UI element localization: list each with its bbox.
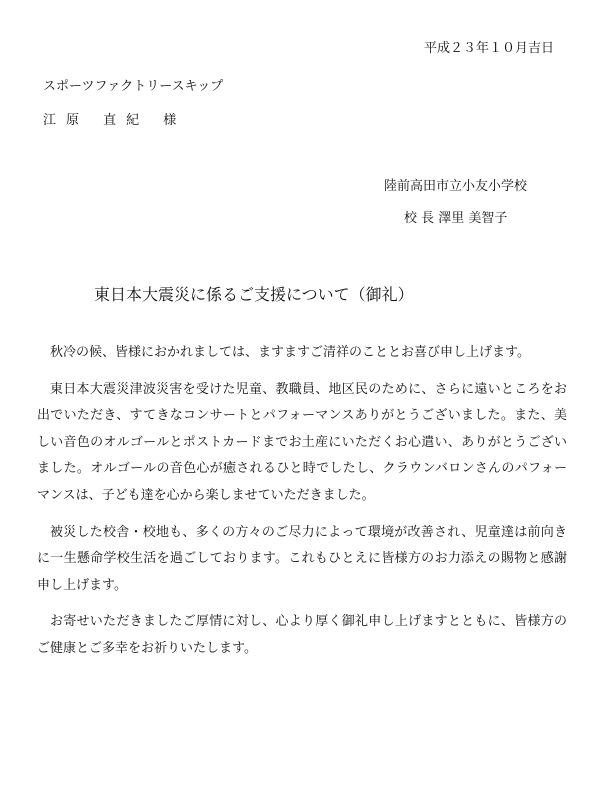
body-paragraph: 被災した校舎・校地も、多くの方々のご尽力によって環境が改善され、児童達は前向きに一生懸命学校生活を過ごしております。これもひとえに皆様方のお力添えの賜物と感謝申し上げます。 xyxy=(37,524,567,593)
body-paragraph: 東日本大震災津波災害を受けた児童、教職員、地区民のために、さらに遠いところをお出でいただき、すてきなコンサートとパフォーマンスありがとうございました。また、美しい音色のオルゴールとポストカードまでお土産にいただくお心遣い、ありがとうございました。オルゴールの音色心が癒されるひと時でしたし、クラウンバロンさんのパフォーマンスは、子ども達を心から楽しませていただきました。 xyxy=(37,381,567,503)
body-paragraph: お寄せいただきましたご厚情に対し、心より厚く御礼申し上げますとともに、皆様方のご健康とご多幸をお祈りいたします。 xyxy=(37,614,567,656)
recipient-company: スポーツファクトリースキップ xyxy=(43,79,224,94)
sender-principal: 校 長 澤里 美智子 xyxy=(404,211,508,226)
recipient-name: 江原 直紀 様 xyxy=(43,113,187,128)
sender-school: 陸前高田市立小友小学校 xyxy=(384,179,528,194)
letter-date: 平成２３年１０月吉日 xyxy=(423,41,554,56)
letter-body xyxy=(37,340,567,673)
body-paragraph: 秋冷の候、皆様におかれましては、ますますご清祥のこととお喜び申し上げます。 xyxy=(50,345,530,360)
letter-title: 東日本大震災に係るご支援について（御礼） xyxy=(94,285,414,304)
